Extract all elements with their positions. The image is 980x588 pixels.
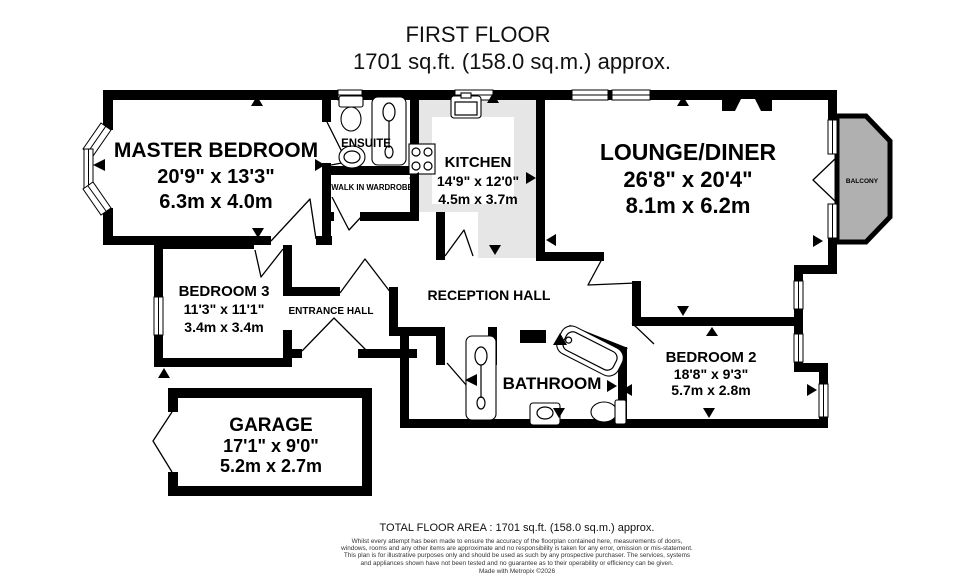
dimension-arrow-icon — [158, 368, 170, 378]
dimension-arrow-icon — [546, 234, 556, 246]
window-icon — [612, 90, 650, 100]
bathroom-toilet-icon — [591, 400, 626, 424]
window-icon — [794, 281, 803, 309]
bedroom-2-label: BEDROOM 2 — [665, 349, 757, 366]
master-bedroom-metric: 6.3m x 4.0m — [159, 191, 273, 213]
bedroom-3-label: BEDROOM 3 — [178, 283, 270, 300]
dimension-arrow-icon — [706, 327, 718, 336]
page-title: FIRST FLOOR — [405, 22, 551, 47]
door-leaf-icon — [302, 318, 367, 351]
dimension-arrow-icon — [813, 235, 823, 247]
kitchen-label: KITCHEN — [444, 154, 512, 171]
garage-metric: 5.2m x 2.7m — [219, 456, 323, 476]
window-icon — [154, 297, 163, 335]
lounge-diner-imperial: 26'8" x 20'4" — [623, 167, 753, 192]
door-leaf-icon — [255, 249, 283, 277]
ensuite-shower-icon — [372, 97, 406, 165]
window-icon — [819, 384, 828, 417]
footer — [217, 522, 817, 575]
hob-icon — [409, 144, 435, 174]
door-leaf-icon — [632, 323, 654, 344]
door-leaf-icon — [588, 259, 636, 285]
lounge-diner-label: LOUNGE/DINER — [599, 139, 777, 165]
entrance-hall-label: ENTRANCE HALL — [288, 306, 374, 317]
bathroom-label: BATHROOM — [502, 374, 602, 393]
door-leaf-icon — [447, 363, 467, 386]
door-leaf-icon — [340, 259, 391, 293]
master-bedroom-label: MASTER BEDROOM — [113, 139, 319, 162]
balcony-label: BALCONY — [845, 178, 879, 185]
kitchen-sink-icon — [451, 93, 481, 118]
window-icon — [828, 120, 837, 154]
balcony-door-leaf-icon — [813, 158, 836, 202]
window-icon — [794, 334, 803, 362]
total-floor-area: TOTAL FLOOR AREA : 1701 sq.ft. (158.0 sq.m.) approx. — [379, 522, 655, 534]
reception-hall-label: RECEPTION HALL — [427, 287, 551, 303]
bathroom-basin-icon — [530, 403, 560, 425]
dimension-arrow-icon — [677, 306, 689, 316]
window-icon — [572, 90, 608, 100]
bedroom-3-imperial: 11'3" x 11'1" — [183, 301, 265, 317]
master-bedroom-imperial: 20'9" x 13'3" — [157, 166, 275, 188]
door-leaf-icon — [271, 199, 316, 241]
dimension-arrow-icon — [93, 159, 105, 171]
bedroom-2-imperial: 18'8" x 9'3" — [673, 366, 749, 382]
door-leaf-icon — [332, 197, 362, 230]
lounge-diner-metric: 8.1m x 6.2m — [625, 193, 751, 218]
disclaimer-text: Whilst every attempt has been made to ensure the accuracy of the floorplan contained here, measurements of doors, windows, rooms and any other items are approximate and no responsibility is taken for any error, omission or mis-statement. This plan is for illustrative purposes only and should be used as such by any prospective purchaser. The services, systems and appliances shown have not been tested and no guarantee as to their operability or efficiency can be given. — [341, 538, 693, 567]
ensuite-label: ENSUITE — [341, 138, 391, 150]
credit-text: Made with Metropix ©2026 — [478, 567, 556, 575]
garage-label: GARAGE — [229, 415, 313, 436]
dimension-arrow-icon — [607, 380, 617, 392]
bedroom-2-metric: 5.7m x 2.8m — [671, 382, 751, 398]
garage-door-leaf-icon — [153, 412, 172, 472]
page-subtitle: 1701 sq.ft. (158.0 sq.m.) approx. — [353, 49, 671, 74]
door-leaf-icon — [445, 230, 473, 256]
dimension-arrow-icon — [703, 408, 715, 418]
bathtub-icon — [553, 322, 627, 380]
walk-in-wardrobe-label: WALK IN WARDROBE — [331, 183, 413, 192]
ensuite-toilet-icon — [339, 96, 363, 131]
kitchen-imperial: 14'9" x 12'0" — [436, 173, 520, 189]
kitchen-metric: 4.5m x 3.7m — [438, 191, 518, 207]
bay-window-icon — [83, 123, 111, 215]
window-icon — [828, 204, 837, 238]
garage-imperial: 17'1" x 9'0" — [223, 436, 319, 456]
fireplace-icon — [722, 94, 772, 111]
dimension-arrow-icon — [807, 384, 817, 396]
bedroom-3-metric: 3.4m x 3.4m — [184, 319, 264, 335]
